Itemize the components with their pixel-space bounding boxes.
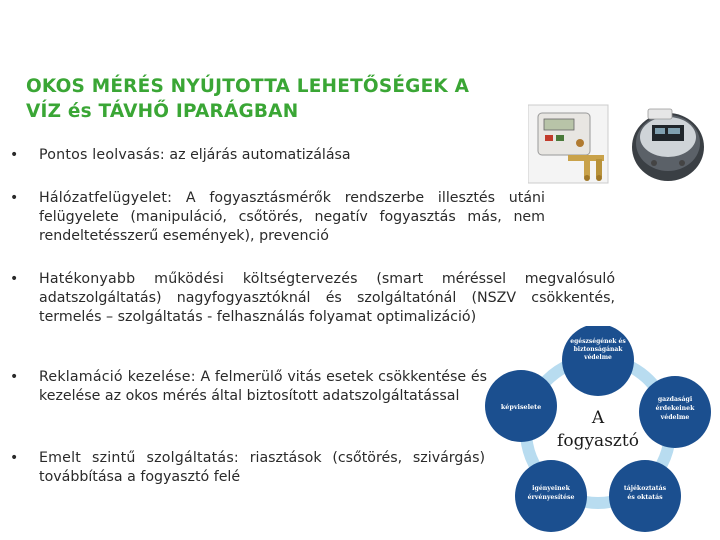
svg-text:védelme: védelme: [584, 354, 612, 361]
bullet-body: A felmerülő vitás esetek csökkentése és kezelése az okos mérés által biztosított adatszolgáltatással: [39, 369, 487, 404]
diagram-node-information: [609, 460, 681, 532]
diagram-center-line1: A: [591, 408, 605, 428]
title-line-1: OKOS MÉRÉS NYÚJTOTTA LEHETŐSÉGEK A: [26, 76, 470, 97]
diagram-node-economic: [639, 376, 711, 448]
bullet-dot: •: [10, 271, 19, 287]
title-line-2: VÍZ és TÁVHŐ IPARÁGBAN: [26, 101, 299, 122]
svg-text:és oktatás: és oktatás: [627, 494, 663, 501]
bullet-heading: Reklamáció kezelése:: [39, 369, 196, 385]
smart-meter-images: [528, 103, 714, 185]
bullet-dot: •: [10, 450, 19, 466]
bullet-heading: Pontos leolvasás:: [39, 147, 165, 163]
diagram-center-line2: fogyasztó: [557, 431, 639, 451]
svg-text:egészségének és: egészségének és: [570, 338, 626, 345]
bullet-heading: Hatékonyabb működési költségtervezés: [39, 271, 358, 287]
heat-meter-image: [528, 105, 608, 183]
bullet-dot: •: [10, 369, 19, 385]
svg-text:biztonságának: biztonságának: [573, 346, 623, 353]
svg-text:érdekeinek: érdekeinek: [655, 405, 695, 412]
diagram-node-representation: [485, 370, 557, 442]
consumer-protection-diagram: [478, 326, 718, 536]
svg-text:tájékoztatás: tájékoztatás: [623, 485, 667, 492]
bullet-body: riasztások (csőtörés, szivárgás) továbbítása a fogyasztó felé: [39, 450, 485, 485]
svg-text:érvényesítése: érvényesítése: [527, 494, 575, 501]
bullet-heading: Hálózatfelügyelet:: [39, 190, 173, 206]
water-meter-image: [632, 109, 704, 181]
diagram-node-enforcement: [515, 460, 587, 532]
svg-text:gazdasági: gazdasági: [657, 396, 693, 403]
diagram-node-health: [562, 326, 634, 396]
bullet-dot: •: [10, 147, 19, 163]
bullet-heading: Emelt szintű szolgáltatás:: [39, 450, 239, 466]
bullet-body: (smart méréssel megvalósuló adatszolgáltatás) nagyfogyasztóknál és szolgáltatónál (NSZV csökkentés, termelés – szolgáltatás - felhasználás folyamat optimalizáció): [39, 271, 616, 325]
svg-text:védelme: védelme: [660, 414, 690, 421]
bullet-body: az eljárás automatizálása: [164, 147, 351, 163]
bullet-body: A fogyasztásmérők rendszerbe illesztés utáni felügyelete (manipuláció, csőtörés, negatív fogyasztás más, nem rendeltetésszerű események), prevenció: [39, 190, 545, 244]
svg-text:igényeinek: igényeinek: [532, 485, 570, 492]
bullet-dot: •: [10, 190, 19, 206]
svg-text:képviselete: képviselete: [500, 403, 542, 411]
